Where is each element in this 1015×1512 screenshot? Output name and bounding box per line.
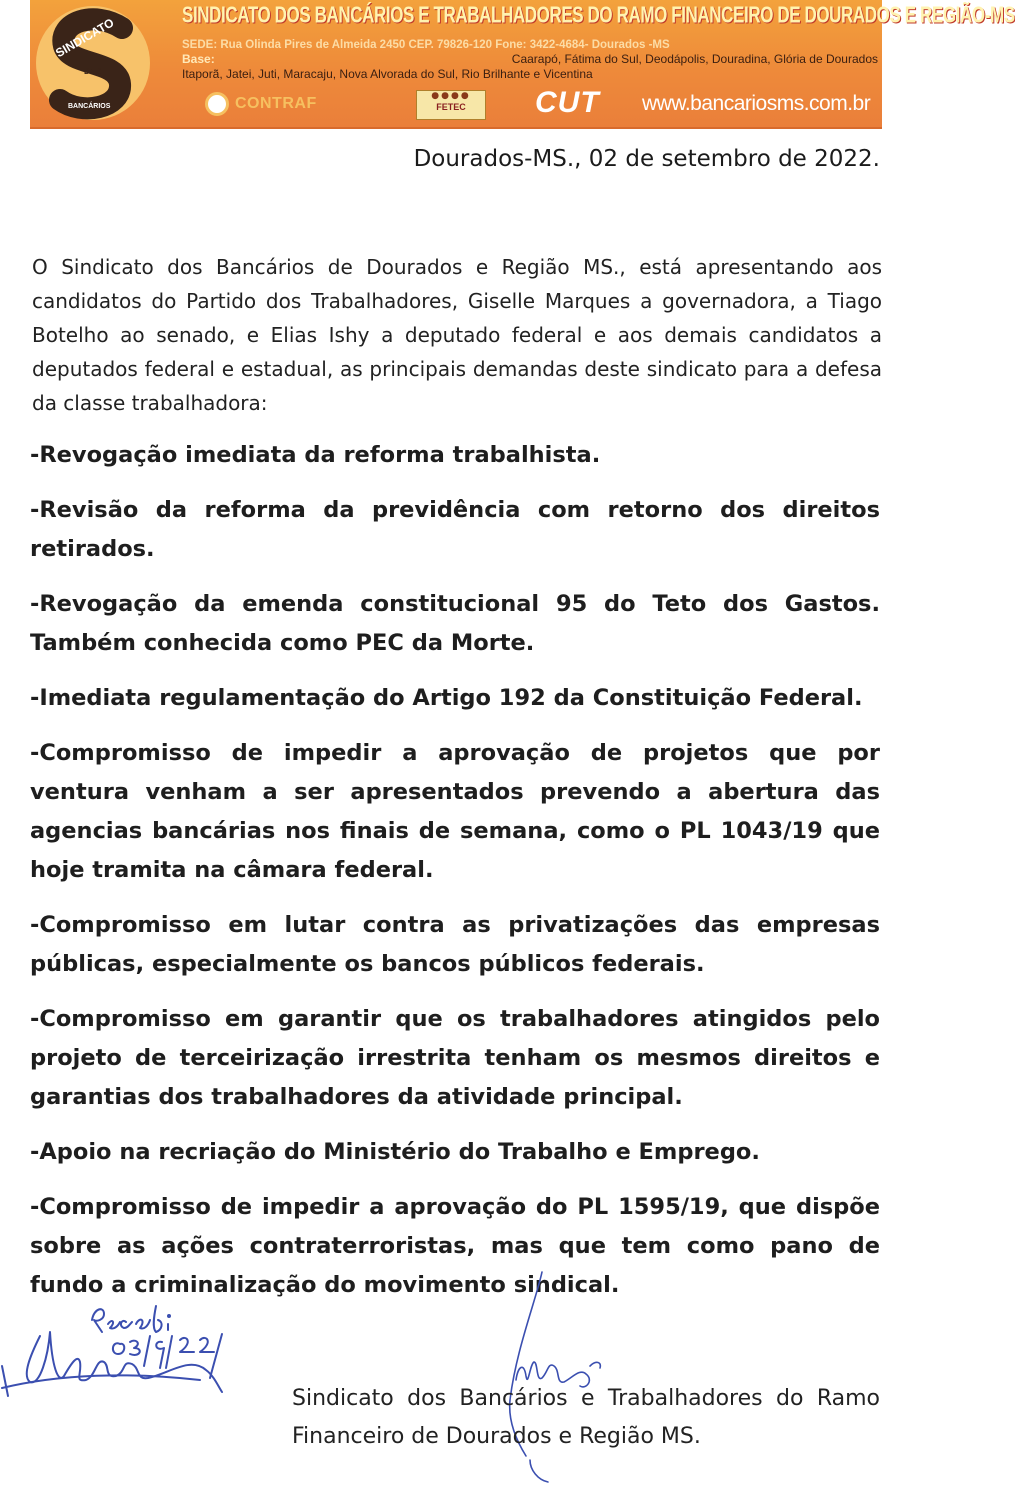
demand-item: -Compromisso em lutar contra as privatizações das empresas públicas, especialmente os bancos públicos federais.	[30, 912, 880, 977]
received-note-text: Recebi 03/9/22	[0, 1296, 8, 1297]
contraf-logo	[205, 90, 317, 118]
letterhead-title: SINDICATO DOS BANCÁRIOS E TRABALHADORES DO RAMO FINANCEIRO DE DOURADOS E REGIÃO-MS	[182, 2, 1015, 28]
base-line-2: Itaporã, Jatei, Juti, Maracaju, Nova Alvorada do Sul, Rio Brilhante e Vicentina	[182, 67, 593, 81]
contraf-ring-icon	[205, 92, 229, 116]
contraf-text: CONTRAF	[235, 95, 317, 112]
letterhead-address: SEDE: Rua Olinda Pires de Almeida 2450 CEP. 79826-120 Fone: 3422-4684- Dourados -MS	[182, 39, 670, 51]
demand-item: -Compromisso em garantir que os trabalhadores atingidos pelo projeto de terceirização irrestrita tenham os mesmos direitos e garantias dos trabalhadores da atividade principal.	[30, 1006, 880, 1110]
logo-top-text: SINDICATO	[53, 15, 117, 61]
demand-item: -Compromisso de impedir a aprovação de projetos que por ventura venham a ser apresentados prevendo a abertura das agencias bancárias nos finais de semana, como o PL 1043/19 que hoje tramita na câmara federal.	[30, 740, 880, 883]
cut-logo: CUT	[535, 86, 600, 119]
demands-list	[30, 436, 880, 1321]
demand-item: -Compromisso de impedir a aprovação do PL 1595/19, que dispõe sobre as ações contraterroristas, mas que tem como pano de fundo a criminalização do movimento sindical.	[30, 1194, 880, 1298]
signature-block: Sindicato dos Bancários e Trabalhadores do Ramo Financeiro de Dourados e Região MS.	[292, 1386, 880, 1449]
demand-item: -Revisão da reforma da previdência com retorno dos direitos retirados.	[30, 497, 880, 562]
letterhead	[30, 0, 1015, 129]
letter-intro: O Sindicato dos Bancários de Dourados e Região MS., está apresentando aos candidatos do Partido dos Trabalhadores, Giselle Marques a governadora, a Tiago Botelho ao senado, e Elias Ishy a deputado federal e aos demais candidatos a deputados federal e estadual, as principais demandas deste sindicato para a defesa da classe trabalhadora:	[32, 255, 882, 415]
demand-item: -Imediata regulamentação do Artigo 192 da Constituição Federal.	[30, 685, 863, 711]
fetec-figures-icon: ●●●●	[431, 91, 471, 101]
fetec-text: FETEC	[436, 102, 466, 112]
union-logo-icon	[34, 4, 152, 122]
letterhead-base-cities	[182, 52, 878, 82]
logo-mid-text: DOS	[84, 67, 102, 76]
demand-item: -Revogação imediata da reforma trabalhista.	[30, 442, 601, 468]
letterhead-website: www.bancariosms.com.br	[642, 92, 871, 115]
demand-item: -Revogação da emenda constitucional 95 do Teto dos Gastos. Também conhecida como PEC da Morte.	[30, 591, 880, 656]
demand-item: -Apoio na recriação do Ministério do Trabalho e Emprego.	[30, 1139, 760, 1165]
base-line-1: Caarapó, Fátima do Sul, Deodápolis, Douradina, Glória de Dourados	[511, 52, 878, 66]
fetec-logo	[416, 90, 486, 120]
logo-bottom-text: BANCÁRIOS	[68, 103, 111, 110]
base-label: Base:	[182, 52, 215, 66]
letter-date: Dourados-MS., 02 de setembro de 2022.	[413, 146, 880, 172]
